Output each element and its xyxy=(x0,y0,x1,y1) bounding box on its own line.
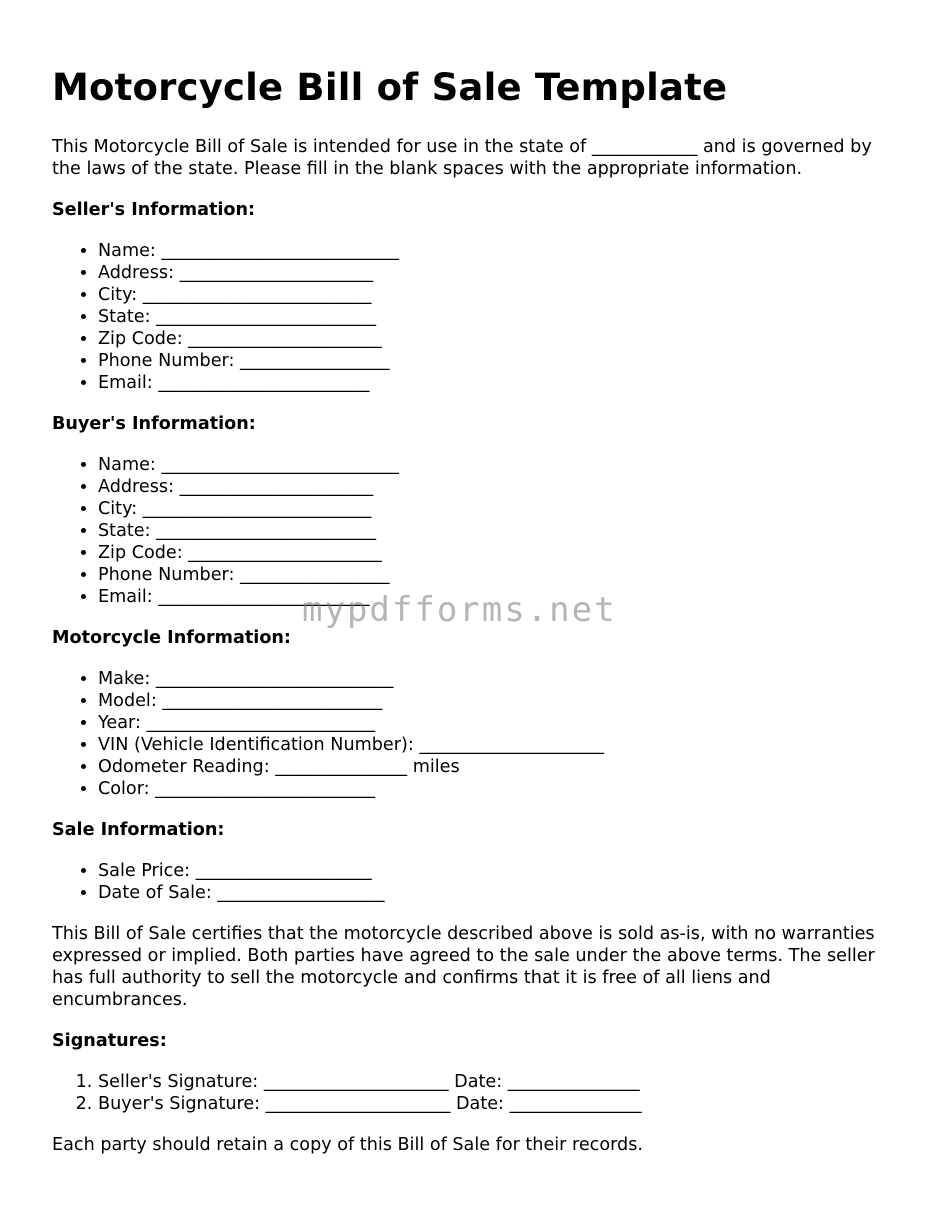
seller-zip-item: • Zip Code: ______________________ xyxy=(98,328,902,350)
sale-list xyxy=(52,860,902,904)
buyer-email-item: • Email: ________________________ xyxy=(98,586,902,608)
motorcycle-color-item: • Color: _________________________ xyxy=(98,778,902,800)
buyer-zip-item: • Zip Code: ______________________ xyxy=(98,542,902,564)
sale-heading: Sale Information: xyxy=(52,820,225,840)
buyer-signature-item: 2. Buyer's Signature: _____________________ Date: _______________ xyxy=(98,1093,902,1115)
buyer-city-item: • City: __________________________ xyxy=(98,498,902,520)
signatures-list xyxy=(52,1071,902,1115)
motorcycle-list xyxy=(52,668,902,800)
sale-price-item: • Sale Price: ____________________ xyxy=(98,860,902,882)
seller-address-item: • Address: ______________________ xyxy=(98,262,902,284)
seller-city-item: • City: __________________________ xyxy=(98,284,902,306)
watermark: mypdfforms.net xyxy=(302,590,617,630)
motorcycle-vin-item: • VIN (Vehicle Identification Number): _____________________ xyxy=(98,734,902,756)
motorcycle-make-item: • Make: ___________________________ xyxy=(98,668,902,690)
motorcycle-year-item: • Year: __________________________ xyxy=(98,712,902,734)
buyer-state-item: • State: _________________________ xyxy=(98,520,902,542)
seller-name-item: • Name: ___________________________ xyxy=(98,240,902,262)
sale-date-item: • Date of Sale: ___________________ xyxy=(98,882,902,904)
buyer-name-item: • Name: ___________________________ xyxy=(98,454,902,476)
document-title: Motorcycle Bill of Sale Template xyxy=(52,66,728,109)
closing-paragraph: Each party should retain a copy of this Bill of Sale for their records. xyxy=(52,1135,643,1155)
document-page xyxy=(52,0,902,1156)
signatures-heading: Signatures: xyxy=(52,1031,167,1051)
motorcycle-model-item: • Model: _________________________ xyxy=(98,690,902,712)
buyer-list xyxy=(52,454,902,608)
certification-paragraph: This Bill of Sale certifies that the motorcycle described above is sold as-is, with no warranties expressed or implied. Both parties have agreed to the sale under the above terms. The seller has full authority to sell the motorcycle and confirms that it is free of all liens and encumbrances. xyxy=(52,924,875,1010)
seller-state-item: • State: _________________________ xyxy=(98,306,902,328)
seller-list xyxy=(52,240,902,394)
seller-email-item: • Email: ________________________ xyxy=(98,372,902,394)
seller-signature-item: 1. Seller's Signature: _____________________ Date: _______________ xyxy=(98,1071,902,1093)
buyer-heading: Buyer's Information: xyxy=(52,414,256,434)
motorcycle-odometer-item: • Odometer Reading: _______________ miles xyxy=(98,756,902,778)
seller-phone-item: • Phone Number: _________________ xyxy=(98,350,902,372)
motorcycle-heading: Motorcycle Information: xyxy=(52,628,291,648)
buyer-phone-item: • Phone Number: _________________ xyxy=(98,564,902,586)
intro-paragraph: This Motorcycle Bill of Sale is intended for use in the state of ____________ and is governed by the laws of the state. Please fill in the blank spaces with the appropriate information. xyxy=(52,137,872,179)
buyer-address-item: • Address: ______________________ xyxy=(98,476,902,498)
seller-heading: Seller's Information: xyxy=(52,200,256,220)
